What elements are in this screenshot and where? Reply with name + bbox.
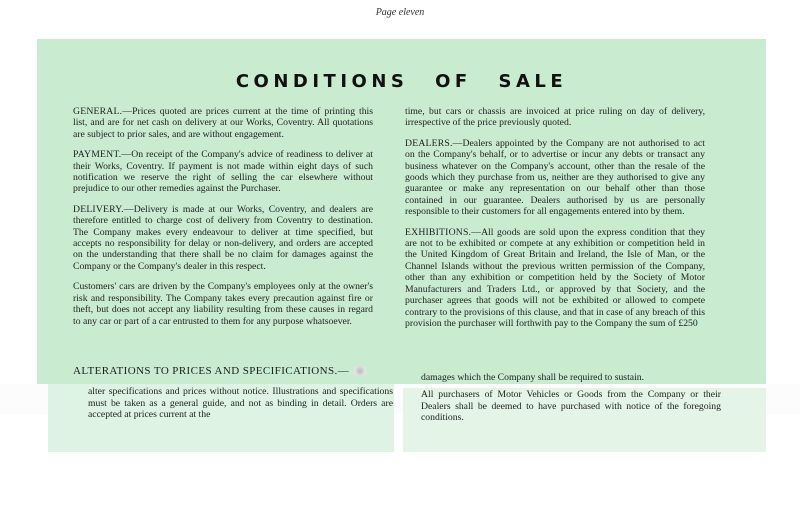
page-title: CONDITIONS OF SALE [235, 71, 568, 92]
exhibitions-clause [405, 227, 705, 330]
delivery-clause [73, 204, 373, 272]
right-column [405, 106, 705, 338]
clause-text: Dealers appointed by the Company are not authorised to act on the Company's behalf, or to advertise or incur any debts or transact any business whatever on the Company's account, other than the resale of the goods which they purchase from us, neither are they authorised to give any guarantee or make any representation on our behalf other than those contained in our guarantee. Dealers authorised by us are personally responsible to their customers for all engagements entered into by them. [405, 137, 705, 218]
page-number: Page eleven [375, 7, 425, 18]
left-column [73, 106, 373, 336]
clause-heading: PAYMENT.— [73, 149, 132, 161]
payment-clause [73, 149, 373, 195]
alterations-text: alter specifications and prices without notice. Illustrations and specifications must be taken as a general guide, and not as binding in detail. Orders are accepted at prices current at the [88, 386, 393, 421]
damages-line: damages which the Company shall be required to sustain. [421, 372, 645, 383]
alterations-heading-text: ALTERATIONS TO PRICES AND SPECIFICATIONS.— [73, 365, 350, 377]
clause-heading: GENERAL.— [73, 106, 133, 117]
alterations-heading [73, 366, 393, 377]
clause-text: Delivery is made at our Works, Coventry, and dealers are therefore entitled to charge cost of delivery from Coventry to destination. The Company makes every endeavour to deliver at time specified, but accepts no responsibility for delay or non-delivery, and orders are accepted on the understanding that there shall be no claim for damages against the Company or the Company's dealer in this respect. [73, 203, 373, 272]
invoice-continuation [405, 106, 705, 129]
dealers-clause [405, 138, 705, 218]
clause-heading: EXHIBITIONS.— [405, 226, 482, 238]
alterations-clause [73, 366, 393, 421]
clause-text: Customers' cars are driven by the Company's employees only at the owner's risk and responsibility. The Company takes every precaution against fire or theft, but does not accept any liability resulting from these causes in regard to any car or part of a car entrusted to them for any purpose whatsoever. [73, 281, 373, 327]
clause-heading: DELIVERY.— [73, 203, 134, 215]
clause-text: time, but cars or chassis are invoiced at price ruling on day of delivery, irrespective of the price previously quoted. [405, 106, 705, 129]
purchasers-notice: All purchasers of Motor Vehicles or Goods from the Company or their Dealers shall be deemed to have purchased with notice of the foregoing conditions. [421, 389, 721, 424]
clause-text: On receipt of the Company's advice of readiness to deliver at their Works, Coventry. If payment is not made within eight days of such notification we reserve the right of selling the car elsewhere without prejudice to our other remedies against the Purchaser. [73, 149, 373, 195]
clause-heading: DEALERS.— [405, 137, 463, 149]
clause-text: Prices quoted are prices current at the time of printing this list, and are for net cash on delivery at our Works, Coventry. All quotations are subject to prior sales, and are without engagement. [73, 106, 373, 140]
clause-text: All goods are sold upon the express condition that they are not to be exhibited or compete at any exhibition or competition held in the United Kingdom of Great Britain and Ireland, the Isle of Man, or the Channel Islands without the previous written permission of the Company, other than any exhibition or competition held by the Society of Motor Manufacturers and Traders Ltd., or approved by that Society, and the purchaser agrees that goods will not be exhibited or allowed to compete contrary to the provisions of this clause, and that in case of any breach of this provision the purchaser will forthwith pay to the Company the sum of £250 [405, 226, 705, 329]
scan-smudge-icon [352, 366, 368, 376]
customer-cars-clause [73, 281, 373, 327]
garbled-scan-line [73, 377, 393, 386]
right-lower-block [421, 372, 721, 433]
general-clause [73, 106, 373, 140]
